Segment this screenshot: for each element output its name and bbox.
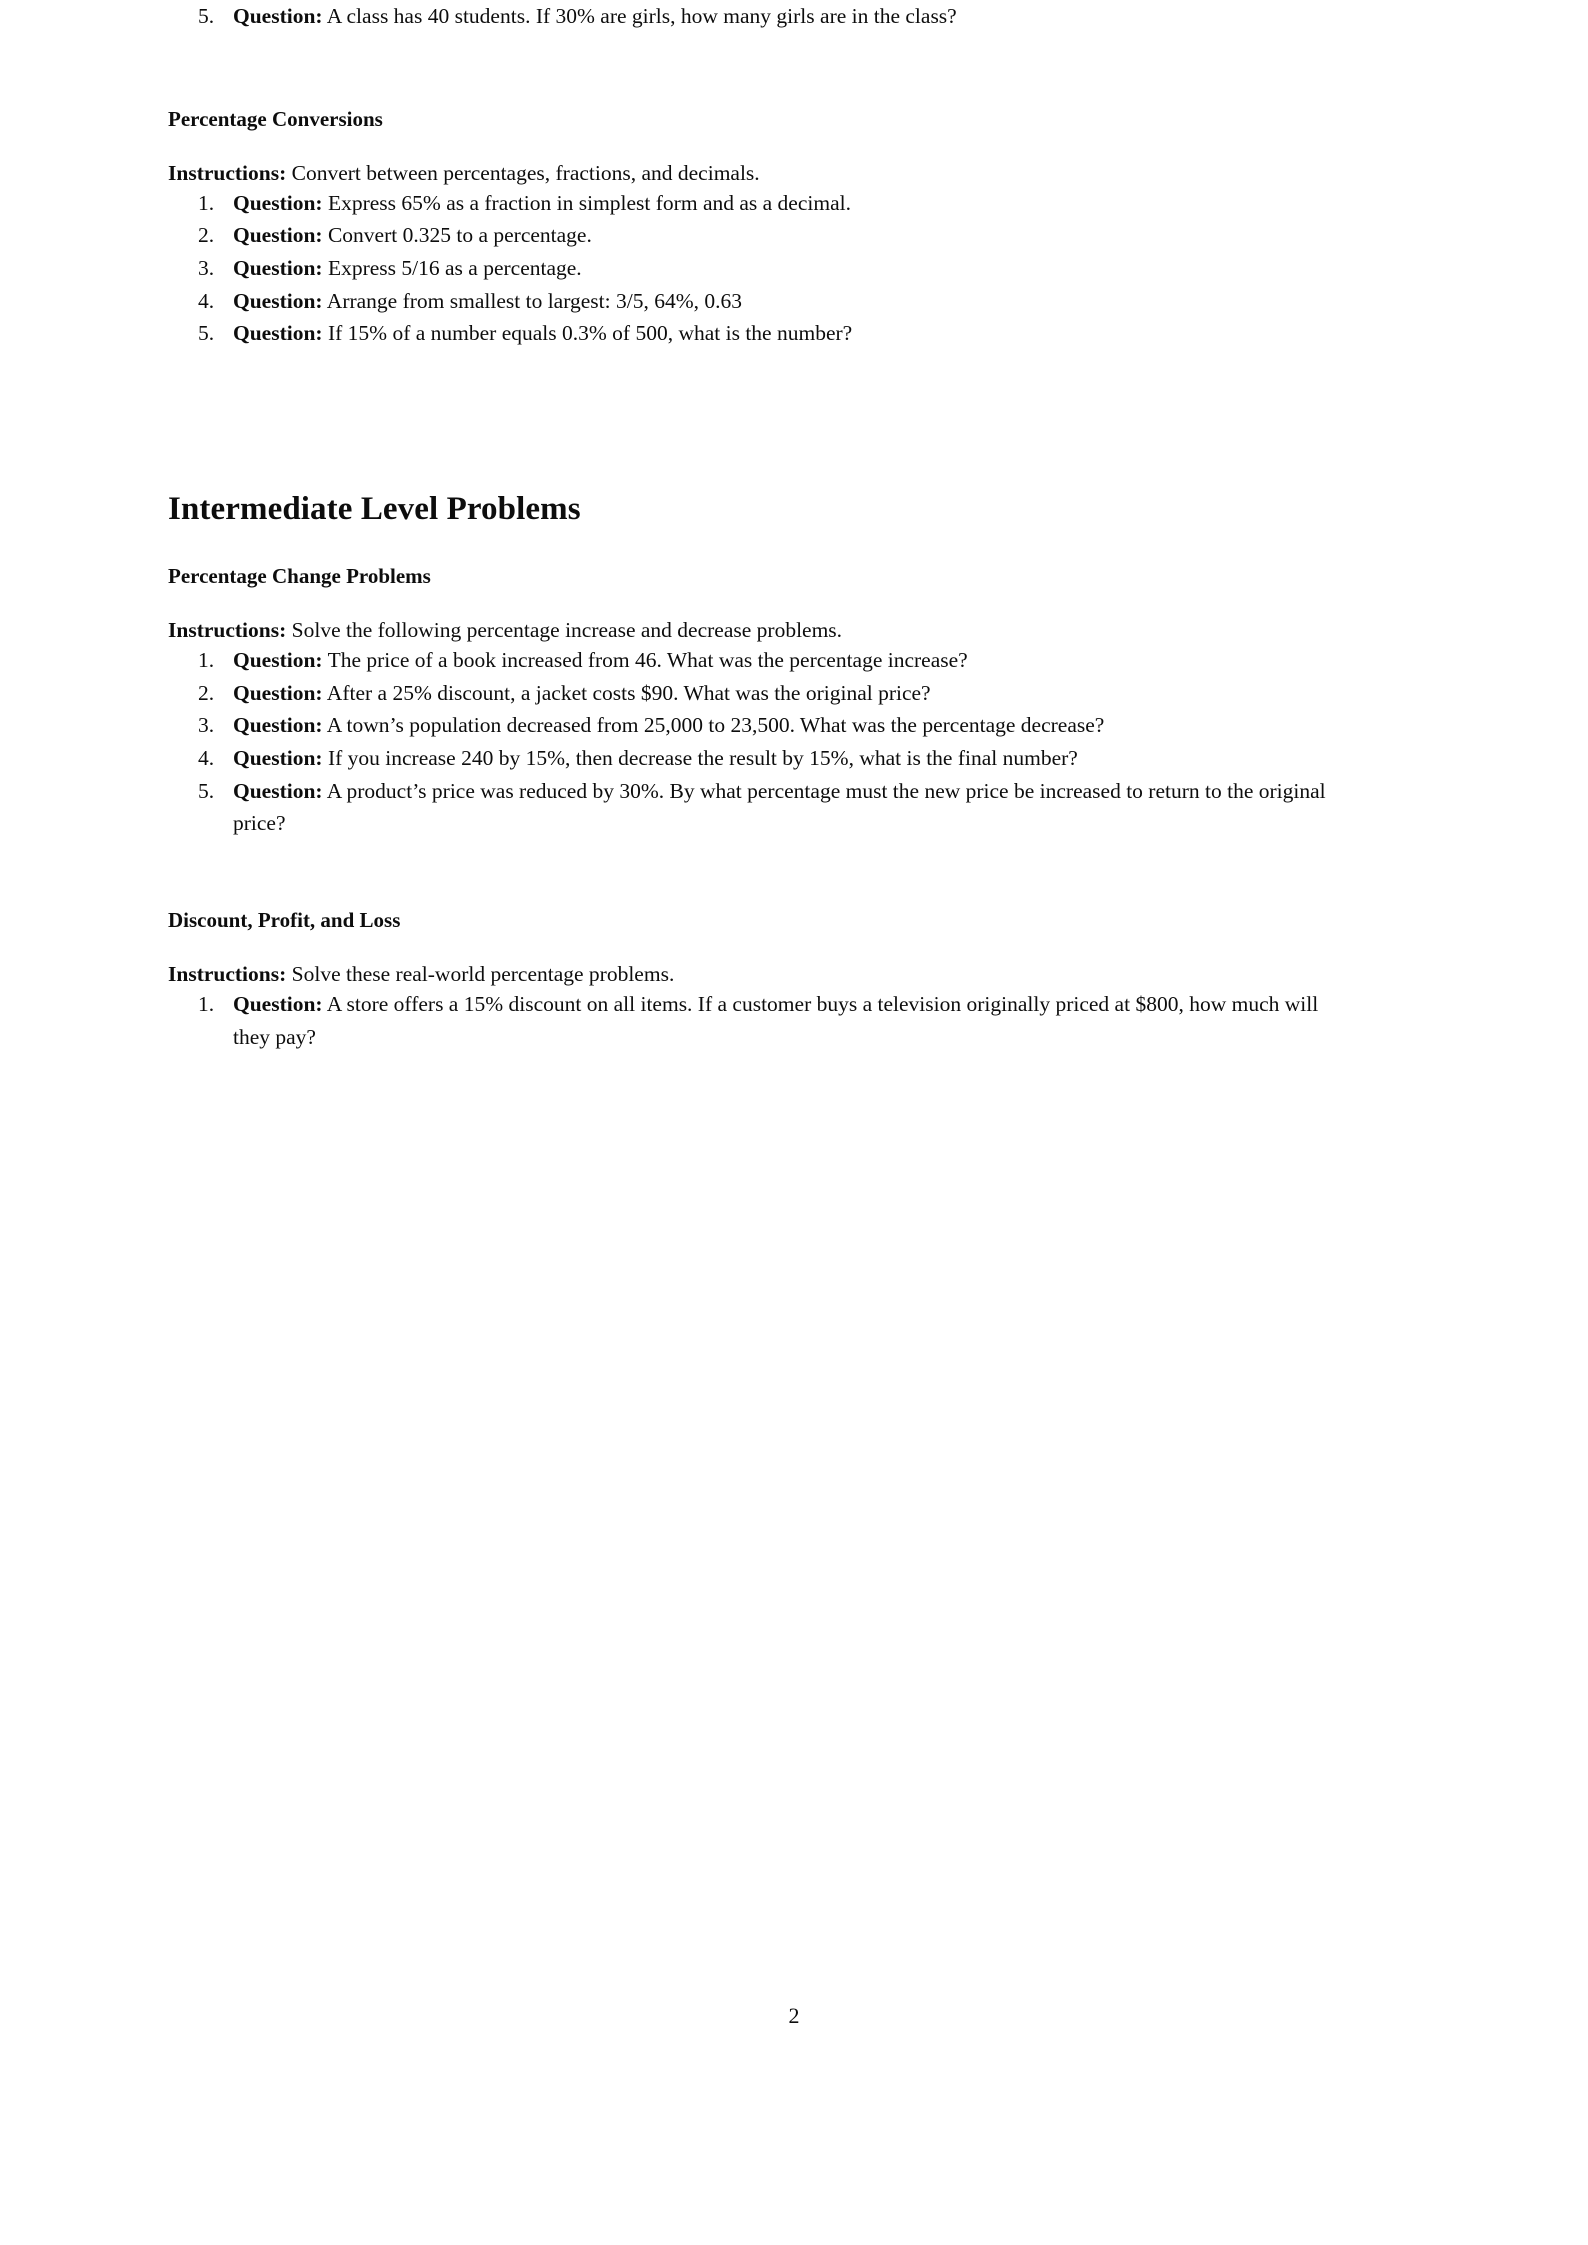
section-percentage-conversions: [168, 107, 1352, 350]
list-item-text: [233, 992, 1318, 1049]
question-label: Question:: [233, 778, 323, 803]
list-item-number: 4.: [198, 746, 215, 771]
list-item: [168, 775, 1352, 840]
list-item-number: 2.: [198, 680, 215, 705]
list-item: [168, 187, 1352, 220]
list-item-text: [233, 779, 1326, 836]
section-instructions: [168, 961, 1352, 988]
question-body: If 15% of a number equals 0.3% of 500, what is the number?: [327, 321, 853, 346]
list-item-number: 1.: [198, 648, 215, 673]
instructions-text: Convert between percentages, fractions, and decimals.: [291, 160, 760, 185]
question-body: A product’s price was reduced by 30%. By what percentage must the new price be increased to return to the original price?: [233, 778, 1326, 836]
question-label: Question:: [233, 256, 323, 281]
question-body: A class has 40 students. If 30% are girls, how many girls are in the class?: [326, 4, 957, 28]
section-percentage-change-problems: [168, 564, 1352, 840]
list-item-text: [233, 321, 852, 345]
question-body: Express 65% as a fraction in simplest form and as a decimal.: [327, 190, 851, 215]
question-label: Question:: [233, 223, 323, 248]
list-item-text: [233, 289, 742, 313]
list-item-text: [233, 713, 1104, 737]
list-item-number: 5.: [198, 778, 215, 803]
list-item: [168, 0, 1352, 33]
instructions-label: Instructions:: [168, 160, 287, 185]
list-item-number: 2.: [198, 223, 215, 248]
section-heading: Percentage Change Problems: [168, 564, 431, 589]
list-item-number: 3.: [198, 256, 215, 281]
list-item-number: 5.: [198, 321, 215, 346]
instructions-text: Solve the following percentage increase and decrease problems.: [291, 618, 843, 643]
question-list: [168, 187, 1352, 350]
question-body: If you increase 240 by 15%, then decrease the result by 15%, what is the final number?: [327, 746, 1078, 771]
question-body: Express 5/16 as a percentage.: [327, 256, 582, 281]
question-body: The price of a book increased from 46. What was the percentage increase?: [327, 648, 968, 673]
page-number: 2: [788, 2003, 800, 2028]
question-label: Question:: [233, 648, 323, 673]
list-item-number: 4.: [198, 288, 215, 313]
question-body: After a 25% discount, a jacket costs $90. What was the original price?: [326, 680, 931, 705]
list-item: [168, 219, 1352, 252]
list-item-text: [233, 746, 1078, 770]
page-content: [168, 0, 1352, 1054]
list-item-text: [233, 191, 851, 215]
question-label: Question:: [233, 680, 323, 705]
list-item-text: [233, 648, 968, 672]
question-body: A store offers a 15% discount on all items. If a customer buys a television originally priced at $800, how much will they pay?: [233, 992, 1319, 1049]
list-item-number: 1.: [198, 190, 215, 215]
question-label: Question:: [233, 190, 323, 215]
question-body: Arrange from smallest to largest: 3/5, 64%, 0.63: [326, 288, 742, 313]
list-item: [168, 709, 1352, 742]
list-item: [168, 252, 1352, 285]
list-item: [168, 317, 1352, 350]
orphan-question-list: [168, 0, 1352, 33]
section-instructions: [168, 160, 1352, 187]
question-label: Question:: [233, 713, 323, 738]
question-body: Convert 0.325 to a percentage.: [327, 223, 592, 248]
list-item: [168, 644, 1352, 677]
list-item-text: [233, 256, 582, 280]
instructions-text: Solve these real-world percentage problems.: [291, 962, 675, 987]
list-item: [168, 742, 1352, 775]
list-item: [168, 285, 1352, 318]
list-item-text: [233, 4, 957, 28]
question-label: Question:: [233, 992, 323, 1017]
section-heading: Percentage Conversions: [168, 106, 383, 131]
question-body: A town’s population decreased from 25,000 to 23,500. What was the percentage decrease?: [326, 713, 1105, 738]
section-instructions: [168, 617, 1352, 644]
question-label: Question:: [233, 746, 323, 771]
section-heading: Discount, Profit, and Loss: [168, 908, 401, 933]
question-list: [168, 644, 1352, 840]
question-list: [168, 988, 1352, 1053]
list-item-number: 1.: [198, 992, 215, 1017]
list-item: [168, 988, 1352, 1053]
question-label: Question:: [233, 4, 323, 28]
section-discount-profit-loss: [168, 908, 1352, 1053]
list-item-text: [233, 681, 931, 705]
list-item-number: 3.: [198, 713, 215, 738]
list-item-number: 5.: [198, 4, 215, 28]
question-label: Question:: [233, 321, 323, 346]
instructions-label: Instructions:: [168, 618, 287, 643]
page-title: Intermediate Level Problems: [168, 491, 581, 528]
list-item: [168, 677, 1352, 710]
instructions-label: Instructions:: [168, 962, 287, 987]
question-label: Question:: [233, 288, 323, 313]
list-item-text: [233, 223, 592, 247]
